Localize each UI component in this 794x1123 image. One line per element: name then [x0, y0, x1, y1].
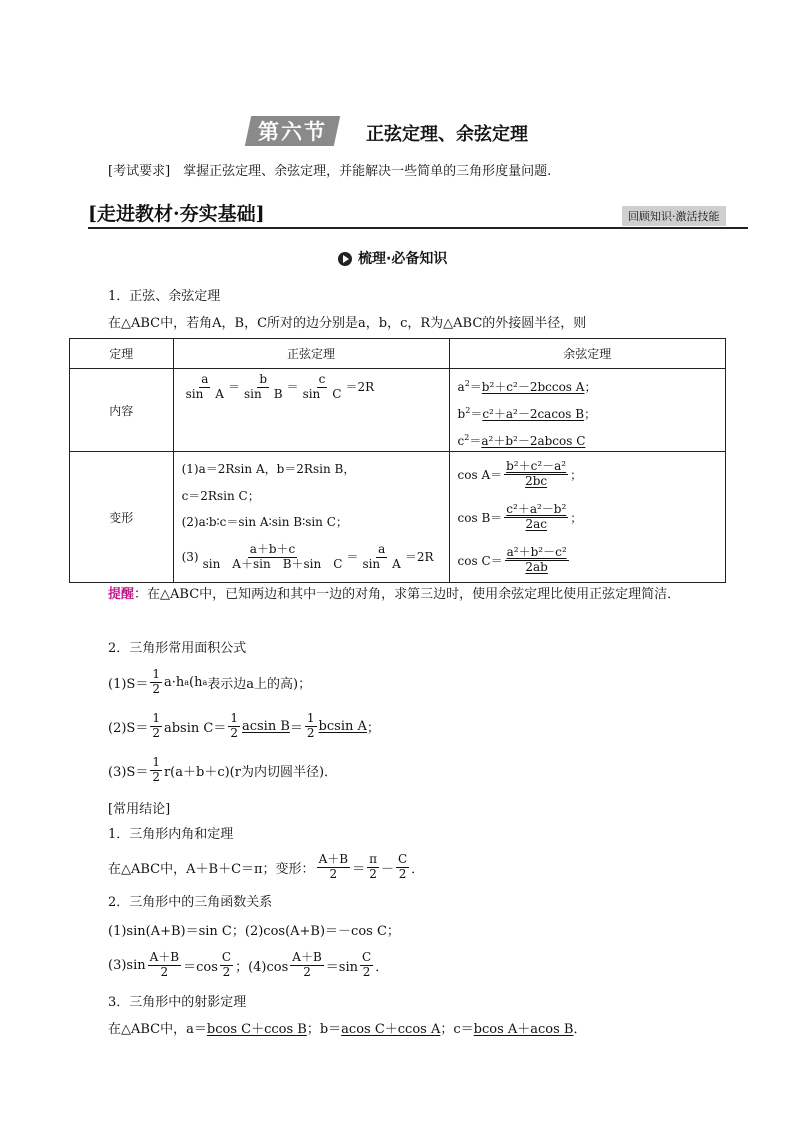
conclusion-1-title: 1．三角形内角和定理 [108, 827, 234, 842]
exam-requirement: [考试要求] 掌握正弦定理、余弦定理，并能解决一些简单的三角形度量问题. [108, 164, 552, 179]
conclusion-2-line1: (1)sin(A+B)＝sin C；(2)cos(A+B)＝－cos C； [108, 924, 400, 939]
area-formula-1: (1)S＝ $\frac{1}{2}$ a·h a (h a 表示边a上的高)； [108, 666, 312, 696]
banner-tag: 回顾知识·激活技能 [622, 206, 726, 226]
conclusion-1-text: 在△ABC中，A＋B＋C＝π；变形： $\frac{A+B}{2}$ ＝ $\frac{\pi}{2}$ － $\frac{C}{2}$ ． [108, 851, 425, 881]
cosine-forms-cell: cos A＝ $\frac{\text{b²＋c²－a²}}{2bc}$ ； cos B＝ $\frac{\text{c²＋a²－b²}}{2ac}$ ； cos C＝ $\frac{\text{a²＋b²－c²}}{2ab}$ [449, 452, 725, 583]
table-row [70, 369, 726, 452]
conclusion-2-line2: (3)sin $\frac{A+B}{2}$ ＝cos $\frac{C}{2}$ ；(4)cos $\frac{A+B}{2}$ ＝sin $\frac{C}{2}$ ． [108, 949, 389, 979]
conclusion-2-title: 2．三角形中的三角函数关系 [108, 895, 273, 910]
sine-forms-cell: (1)a＝2Rsin A，b＝2Rsin B， c＝2Rsin C； (2)a∶b∶c＝sin A∶sin B∶sin C； (3) $\frac{a+b+c}{\text{sin A＋sin B＋sin C}}$ ＝ $\frac{a}{\text{sin A}}$ ＝2R [173, 452, 449, 583]
conclusions-label: [常用结论] [108, 802, 171, 817]
theorem-table [69, 338, 726, 583]
banner-title: [走进教材·夯实基础] [88, 203, 265, 225]
table-header: 定理 [70, 339, 174, 369]
section-heading: 梳理·必备知识 [338, 248, 447, 268]
section-title: 正弦定理、余弦定理 [366, 124, 528, 145]
table-header: 余弦定理 [449, 339, 725, 369]
table-header-row [70, 339, 726, 369]
sine-content-cell: $\frac{a}{\text{sin A}}$ ＝ $\frac{b}{\text{sin B}}$ ＝ $\frac{c}{\text{sin C}}$ ＝2R [173, 369, 449, 452]
row-label-forms: 变形 [70, 452, 174, 583]
section-badge: 第六节 [248, 116, 337, 146]
table-header: 正弦定理 [173, 339, 449, 369]
conclusion-3-text: 在△ABC中，a＝bcos C＋ccos B；b＝acos C＋ccos A；c＝bcos A＋acos B． [108, 1022, 587, 1037]
area-formula-3: (3)S＝ $\frac{1}{2}$ r(a＋b＋c)(r为内切圆半径)． [108, 754, 338, 784]
part1-intro: 在△ABC中，若角A，B，C所对的边分别是a，b，c，R为△ABC的外接圆半径，则 [108, 316, 587, 331]
part1-title: 1．正弦、余弦定理 [108, 289, 221, 304]
table-row [70, 452, 726, 583]
reminder: 提醒：在△ABC中，已知两边和其中一边的对角，求第三边时，使用余弦定理比使用正弦定理简洁． [108, 587, 681, 602]
area-formula-2: (2)S＝ $\frac{1}{2}$ absin C＝ $\frac{1}{2}$ acsin B ＝ $\frac{1}{2}$ bcsin A ； [108, 710, 380, 740]
conclusion-3-title: 3．三角形中的射影定理 [108, 995, 247, 1010]
banner-rule [88, 227, 748, 229]
row-label-content: 内容 [70, 369, 174, 452]
cosine-content-cell: $a^2=b^2+c^2-2bccos$ A； $b^2=c^2+a^2-2cacos$ B； $c^2=a^2+b^2-2abcos$ C [449, 369, 725, 452]
part2-title: 2．三角形常用面积公式 [108, 641, 247, 656]
play-icon [338, 252, 352, 266]
